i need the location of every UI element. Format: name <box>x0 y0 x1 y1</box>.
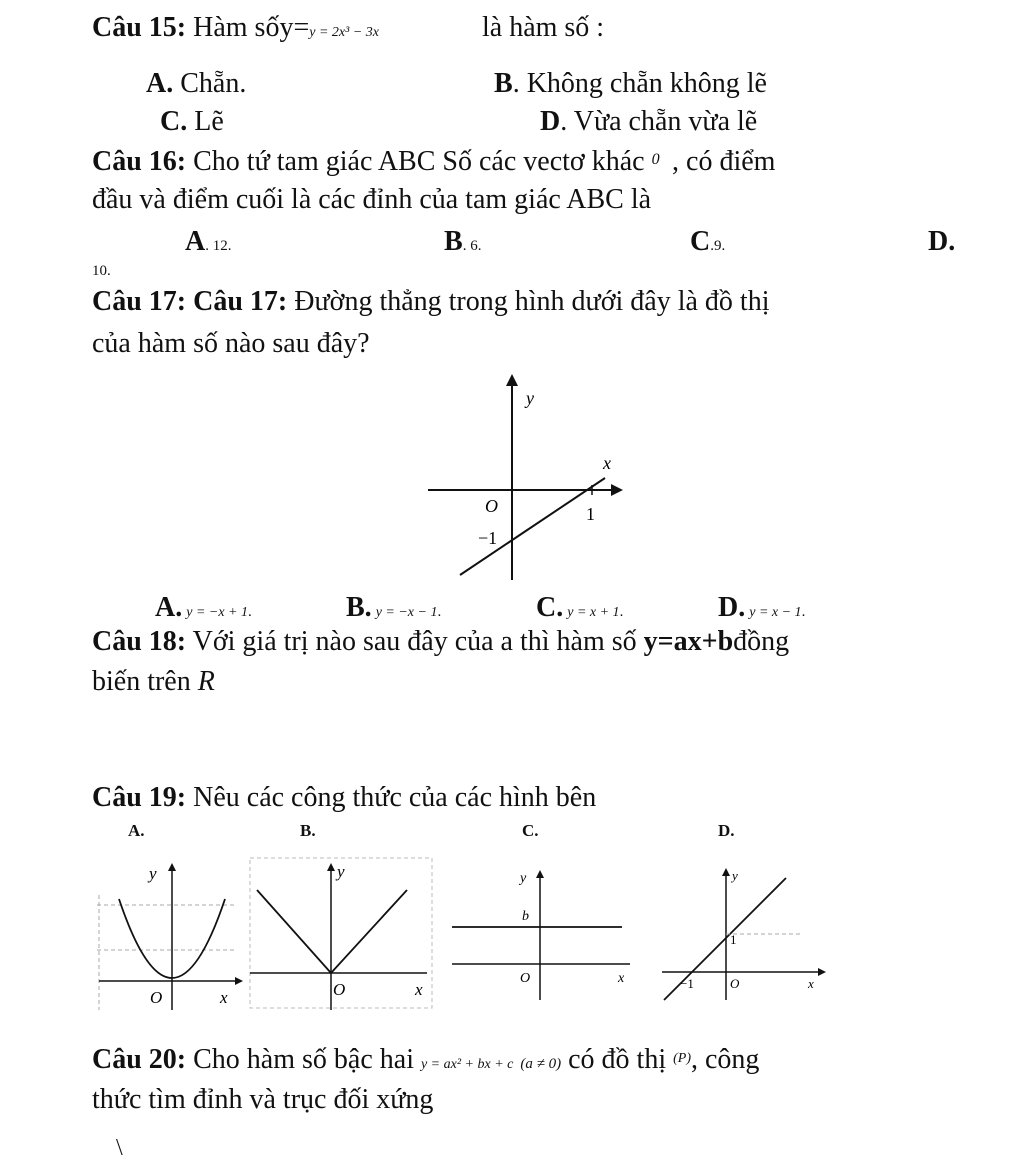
q19-text: Nêu các công thức của các hình bên <box>193 782 597 813</box>
q19-graph-b <box>247 855 437 1015</box>
q16-option-c-text: .9. <box>710 238 726 254</box>
q19-a-label: A. <box>128 821 145 840</box>
q19a-y-arrow <box>168 863 176 871</box>
q17-line1-text: Đường thẳng trong hình dưới đây là đồ thị <box>294 286 770 317</box>
q15-label: Câu 15: <box>92 12 187 43</box>
q19c-x-label: x <box>618 971 625 986</box>
q16-option-b <box>444 228 481 256</box>
q17-option-a <box>155 594 252 622</box>
q19b-y-arrow <box>327 863 335 871</box>
q17-option-c-label: C. <box>536 592 564 623</box>
q15-text1: Hàm số <box>193 12 280 43</box>
q16-label: Câu 16: <box>92 146 187 177</box>
q19-label: Câu 19: <box>92 782 187 813</box>
q17-graph <box>420 370 630 585</box>
q16-option-c <box>690 228 725 256</box>
q19-graph-a <box>97 855 245 1015</box>
q19a-y-label: y <box>149 864 157 883</box>
q19-graph-d <box>660 860 830 1005</box>
q16-line2: đầu và điểm cuối là các đỉnh của tam giác ABC là <box>92 184 652 215</box>
q17-y-arrow <box>506 374 518 386</box>
q17-x-tick-label: 1 <box>586 504 595 524</box>
q19d-x-label: x <box>808 976 814 991</box>
q16-line1 <box>92 148 775 176</box>
q19d-minus-one-label: −1 <box>680 976 694 991</box>
q19-line <box>92 784 596 812</box>
q17-option-c-formula: y = x + 1 <box>567 605 620 620</box>
q17-option-a-label: A. <box>155 592 183 623</box>
q17-option-b-dot: . <box>437 604 442 620</box>
q17-y-label: y <box>526 388 534 408</box>
q16-line1-text: Cho tứ tam giác ABC Số các vectơ khác <box>193 146 645 177</box>
q17-option-d <box>718 594 805 622</box>
q18-line1-end: đồng <box>733 626 790 657</box>
q16-option-b-label: B <box>444 226 463 257</box>
q18-line2-text: biến trên <box>92 666 191 697</box>
q15-option-c <box>160 108 224 136</box>
q20-formula: y = ax² + bx + c <box>420 1057 514 1072</box>
q19d-y-label: y <box>732 868 738 883</box>
q19-c-label: C. <box>522 821 539 840</box>
q15-option-d <box>540 108 757 136</box>
q17-option-d-label: D. <box>718 592 746 623</box>
q20-text2: có đồ thị <box>568 1044 667 1075</box>
q15-option-d-text: . Vừa chẵn vừa lẽ <box>560 106 758 137</box>
q15-option-b <box>494 70 767 98</box>
q18-set: R <box>197 666 215 697</box>
q16-option-b-text: . 6. <box>462 238 482 254</box>
q19d-y-arrow <box>722 868 730 876</box>
q19-b-label: B. <box>300 821 316 840</box>
q17-graph-line <box>460 478 605 575</box>
q17-y-tick-label: −1 <box>478 528 498 548</box>
q19c-origin-label: O <box>520 971 531 986</box>
q16-line1-end: , có điểm <box>672 146 776 177</box>
q20-p-symbol: (P) <box>673 1051 691 1066</box>
q17-option-a-formula: y = −x + 1 <box>186 605 249 620</box>
q20-label: Câu 20: <box>92 1044 187 1075</box>
q17-x-arrow <box>611 484 623 496</box>
q19c-y-label: y <box>520 871 527 886</box>
q17-option-c-dot: . <box>619 604 624 620</box>
q15-option-a-label: A. <box>146 68 174 99</box>
q16-option-c-label: C <box>690 226 711 257</box>
q15-text2: y= <box>279 12 310 43</box>
q19c-b-label: b <box>522 909 529 924</box>
q15-option-a-text: Chẵn. <box>180 68 247 99</box>
q18-line1 <box>92 628 789 656</box>
q19b-x-label: x <box>415 980 423 999</box>
q20-text3: , công <box>691 1044 760 1075</box>
q15-line <box>92 14 379 42</box>
q17-option-a-dot: . <box>248 604 252 620</box>
q19b-origin-label: O <box>333 980 346 999</box>
q16-option-d-text: 10. <box>92 263 111 279</box>
q15-option-b-text: . Không chẵn không lẽ <box>512 68 767 99</box>
zero-vector-symbol: 0⃗ <box>651 151 673 168</box>
q17-line2: của hàm số nào sau đây? <box>92 328 370 359</box>
q18-line1-text: Với giá trị nào sau đây của a thì hàm số <box>192 626 637 657</box>
q19-d-label: D. <box>718 821 735 840</box>
q20-line1 <box>92 1046 759 1074</box>
q17-option-b-formula: y = −x − 1 <box>375 605 438 620</box>
q17-label: Câu 17: Câu 17: <box>92 286 288 317</box>
q16-option-d-label: D. <box>928 226 956 257</box>
q19a-x-label: x <box>220 988 228 1007</box>
q17-option-b <box>346 594 441 622</box>
q17-line1 <box>92 288 769 316</box>
q17-option-b-label: B. <box>346 592 372 623</box>
q18-line2 <box>92 668 215 696</box>
q17-option-d-formula: y = x − 1 <box>749 605 802 620</box>
q15-option-c-text: Lẽ <box>194 106 224 137</box>
q15-option-d-label: D <box>540 106 561 137</box>
q19c-y-arrow <box>536 870 544 878</box>
stray-mark: \ <box>116 1135 123 1161</box>
q18-label: Câu 18: <box>92 626 187 657</box>
q19b-y-label: y <box>337 862 345 881</box>
q18-function: y=ax+b <box>643 626 734 657</box>
q17-option-d-dot: . <box>801 604 806 620</box>
q19a-origin-label: O <box>150 988 163 1007</box>
q16-option-a <box>185 228 231 256</box>
q15-text3: là hàm số : <box>482 12 605 43</box>
q15-option-c-label: C. <box>160 106 188 137</box>
q16-option-a-text: . 12. <box>205 238 232 254</box>
q19d-one-label: 1 <box>730 932 737 947</box>
q17-origin-label: O <box>485 496 498 516</box>
q20-line2: thức tìm đỉnh và trục đối xứng <box>92 1084 434 1115</box>
q15-option-b-label: B <box>494 68 513 99</box>
q19d-x-arrow <box>818 968 826 976</box>
q20-text1: Cho hàm số bậc hai <box>193 1044 414 1075</box>
q19-graph-c <box>450 860 635 1005</box>
q17-option-c <box>536 594 623 622</box>
q19d-origin-label: O <box>730 976 740 991</box>
q20-condition: (a ≠ 0) <box>520 1056 562 1072</box>
q15-formula: y = 2x³ − 3x <box>309 25 379 40</box>
q16-option-a-label: A <box>185 226 206 257</box>
q19a-x-arrow <box>235 977 243 985</box>
q17-x-label: x <box>603 453 611 473</box>
q19b-abs-graph <box>257 890 407 973</box>
q15-option-a <box>146 70 246 98</box>
